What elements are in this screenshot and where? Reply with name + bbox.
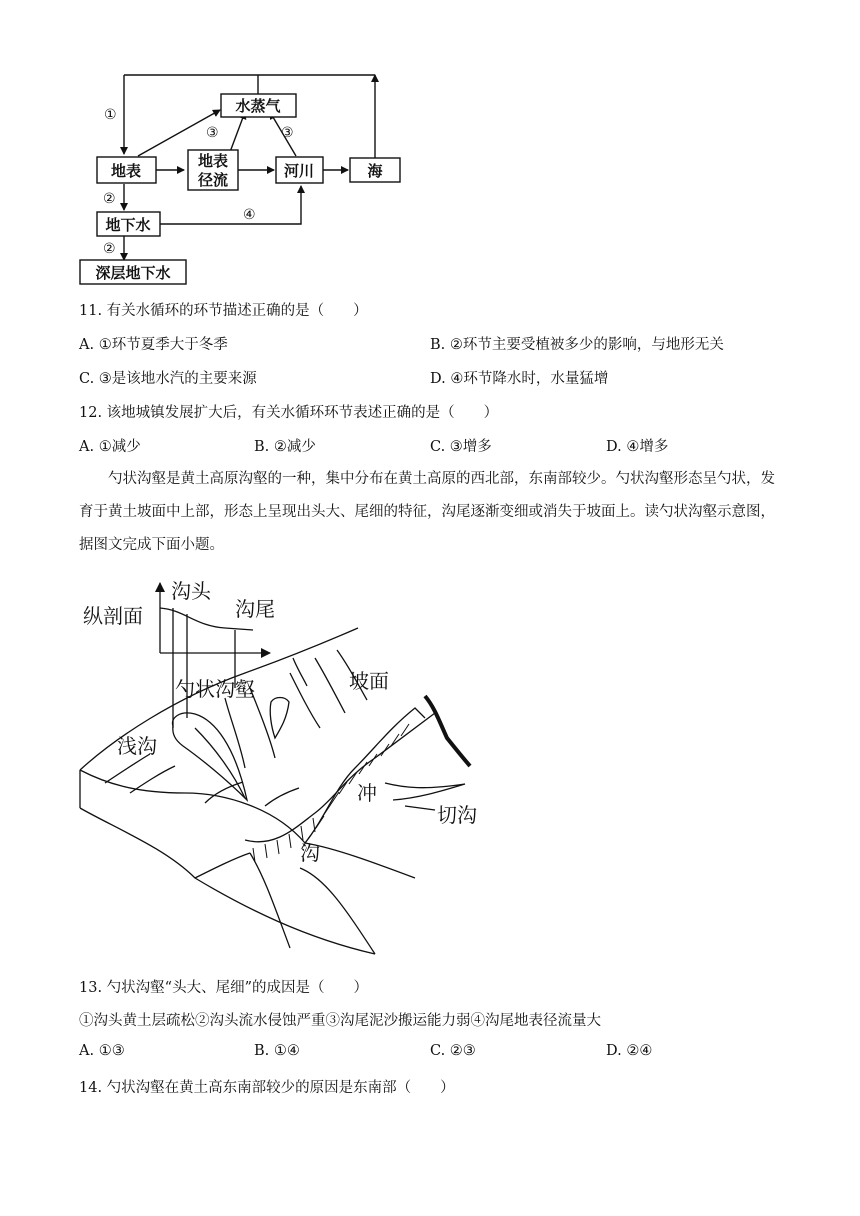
- q13-option-a: A. ①③: [79, 1043, 125, 1059]
- node-vapor: 水蒸气: [235, 97, 281, 115]
- marker-4: ④: [243, 207, 256, 223]
- q11-option-b: B. ②环节主要受植被多少的影响，与地形无关: [430, 337, 724, 353]
- q11-stem: 11. 有关水循环的环节描述正确的是（ ）: [79, 303, 368, 319]
- marker-2b: ②: [103, 241, 116, 257]
- node-river: 河川: [283, 162, 315, 180]
- marker-1: ①: [104, 107, 117, 123]
- label-shallow-gully: 浅沟: [117, 734, 157, 758]
- gully-hatch-mark: [369, 754, 377, 766]
- passage-text: 勺状沟壑是黄土高原沟壑的一种，集中分布在黄土高原的西北部，东南部较少。勺状沟壑形态呈勺状，发育于黄土坡面中上部，形态上呈现出头大、尾细的特征，沟尾逐渐变细或消失于坡面上。读勺状沟壑示意图，据图文完成下面小题。: [79, 471, 775, 553]
- node-groundwater: 地下水: [105, 216, 151, 234]
- q12-option-a: A. ①减少: [79, 439, 141, 455]
- gully-hatch-mark: [289, 834, 291, 848]
- gully-floor-right: [305, 843, 415, 878]
- q13-option-c: C. ②③: [430, 1043, 476, 1059]
- node-deep-groundwater: 深层地下水: [95, 264, 171, 282]
- q13-option-d: D. ②④: [606, 1043, 653, 1059]
- gully-dark-rim: [425, 696, 470, 766]
- q13-stem: 13. 勺状沟壑“头大、尾细”的成因是（ ）: [79, 980, 368, 996]
- q12-option-b: B. ②减少: [254, 439, 316, 455]
- gully-left-wall: [305, 708, 425, 843]
- arrow-3-runoff-vapor: [230, 112, 245, 152]
- q13-option-b: B. ①④: [254, 1043, 300, 1059]
- q12-option-d: D. ④增多: [606, 439, 669, 455]
- gully-floor-left: [195, 853, 250, 878]
- label-chong: 冲: [357, 781, 377, 805]
- label-gully-tail: 沟尾: [235, 597, 275, 621]
- label-spoon-gully: 勺状沟壑: [175, 677, 255, 701]
- block-bottom-left: [80, 808, 375, 954]
- node-sea: 海: [367, 162, 383, 180]
- label-profile: 纵剖面: [83, 604, 143, 628]
- q12-stem: 12. 该地城镇发展扩大后，有关水循环环节表述正确的是（ ）: [79, 405, 499, 421]
- gully-hatch-mark: [381, 744, 389, 756]
- gully-hatch-mark: [316, 816, 324, 828]
- q11-option-a: A. ①环节夏季大于冬季: [79, 337, 228, 353]
- q12-option-c: C. ③增多: [430, 439, 492, 455]
- label-slope: 坡面: [349, 669, 389, 693]
- arrow-4-ground-river: [160, 186, 301, 224]
- q11-option-c: C. ③是该地水汽的主要来源: [79, 371, 257, 387]
- marker-3a: ③: [206, 125, 219, 141]
- block-front-face: [80, 770, 305, 843]
- gully-hatch-mark: [359, 762, 367, 774]
- spoon-gully-diagram: [75, 578, 495, 958]
- node-runoff-1: 地表: [197, 152, 229, 170]
- q14-stem: 14. 勺状沟壑在黄土高东南部较少的原因是东南部（ ）: [79, 1080, 455, 1096]
- node-runoff-2: 径流: [197, 171, 229, 189]
- marker-2a: ②: [103, 191, 116, 207]
- incised-gully: [385, 783, 465, 800]
- label-gou: 沟: [300, 841, 320, 865]
- gully-hatch-mark: [277, 840, 279, 854]
- q11-option-d: D. ④环节降水时，水量猛增: [430, 371, 609, 387]
- node-surface: 地表: [110, 162, 142, 180]
- spoon-gully-outline: [172, 713, 247, 800]
- marker-3b: ③: [281, 125, 294, 141]
- gully-hatch-mark: [301, 826, 303, 840]
- gully-hatch-mark: [265, 844, 267, 858]
- q13-options-line: ①沟头黄土层疏松②沟头流水侵蚀严重③沟尾泥沙搬运能力弱④沟尾地表径流量大: [79, 1013, 601, 1029]
- gully-hatch-mark: [391, 734, 399, 746]
- label-gully-head: 沟头: [171, 579, 211, 603]
- label-incised-gully: 切沟: [437, 803, 477, 827]
- water-cycle-diagram: [70, 64, 410, 286]
